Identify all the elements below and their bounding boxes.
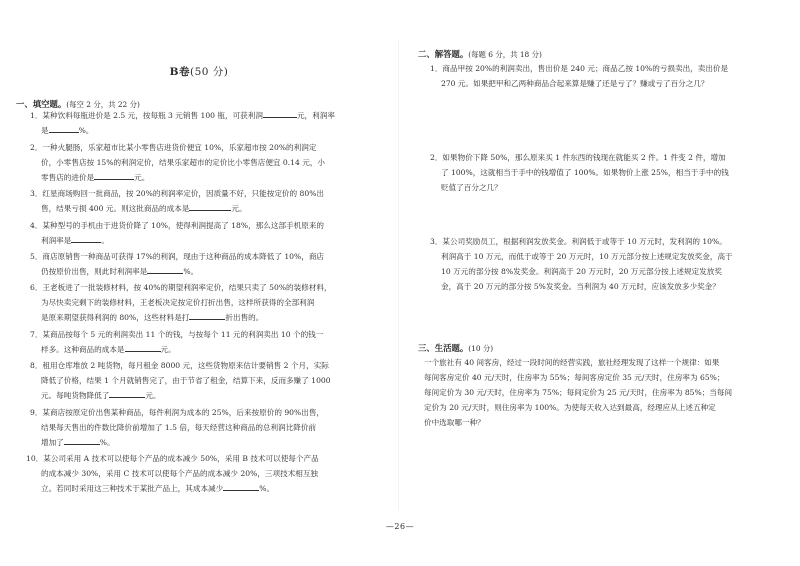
q1-line2: 是 <box>41 126 49 136</box>
column-divider <box>398 40 399 510</box>
q9-line1: 9．某商店按原定价出售某种商品，每件利润为成本的 25%，后来按原价的 90%出售， <box>30 408 325 417</box>
q5-blank <box>147 264 183 274</box>
p3-line4: 金，高于 20 万元的部分按 5%发奖金。当利润为 40 万元时，应该发放多少奖金？ <box>441 282 720 292</box>
section-life-heading <box>418 342 493 354</box>
problem-3 <box>430 234 792 294</box>
q8-line2: 降低了价格，结果 1 个月就销售完了，由于节省了租金，结算下来，反而多赚了 1000 <box>41 376 331 386</box>
q5-line2: 仍按原价出售，则此时利润率是 <box>41 267 148 277</box>
q9-blank <box>64 435 100 445</box>
q7-blank <box>125 342 161 352</box>
problem-1 <box>430 61 792 91</box>
q4-blank <box>71 233 101 243</box>
q5-line1: 5．商店原销售一种商品可获得 17%的利润，现由于这种商品的成本降低了 10%，商店 <box>30 252 325 261</box>
q4-line2b: 。 <box>101 236 109 246</box>
question-8 <box>30 358 395 403</box>
question-9 <box>30 405 395 450</box>
title-score: (50 分) <box>189 66 229 78</box>
section-life-note: (10 分) <box>468 344 494 353</box>
q10-line3b: %。 <box>259 484 275 494</box>
q9-line3: 增加了 <box>41 438 64 448</box>
q3-line2b: 元。 <box>231 204 247 214</box>
p3-line2: 利润高于 10 万元，而低于或等于 20 万元时，10 万元部分按上述规定发放奖金，高于 <box>441 252 733 262</box>
p2-line2: 了 100%，这就相当于手中的钱增值了 100%。如果物价上涨 25%，相当于手中的钱 <box>441 168 729 178</box>
question-4 <box>30 218 395 248</box>
question-6 <box>30 280 395 325</box>
life-line3: 每间定价为 30 元/天时，住房率为 75%；每间定价为 25 元/天时，住房率为 85%；当每间 <box>424 388 733 398</box>
q2-line3b: 元。 <box>134 173 150 183</box>
p1-line1: 1．商品甲按 20%的利润卖出，售出价是 240 元；商品乙按 10%的亏损卖出，卖出价是 <box>430 64 729 73</box>
life-line1: 一个旅社有 40 间客房，经过一段时间的经营实践，旅社经理发现了这样一个规律：如果 <box>424 358 720 367</box>
section-solve-heading <box>418 48 542 60</box>
question-10 <box>26 451 395 496</box>
q1-line2b: %。 <box>78 126 94 136</box>
q6-line2: 为尽快卖完剩下的装修材料，王老板决定按定价打折出售，这样所获得的全部利润 <box>41 298 315 308</box>
q2-line2: 价，小零售店按 15%的利润定价，结果乐家超市的定价比小零售店便宜 0.14 元，小 <box>41 158 326 168</box>
q2-line3: 零售店的进价是 <box>41 173 95 183</box>
q8-blank <box>109 388 145 398</box>
life-line2: 每间客房定价 40 元/天时，住房率为 55%；每间客房定价 35 元/天时，住房率为 65%； <box>424 373 725 383</box>
q8-line3: 元。每吨货物降低了 <box>41 391 110 401</box>
page-title <box>0 64 398 79</box>
q2-blank <box>94 170 134 180</box>
q10-line1: 10．某公司采用 A 技术可以使每个产品的成本减少 50%，采用 B 技术可以使每个产品 <box>26 454 319 463</box>
question-3 <box>30 186 395 216</box>
q6-line3b: 折出售的。 <box>225 313 264 323</box>
q5-line2b: %。 <box>183 267 199 277</box>
q3-blank <box>189 201 231 211</box>
q7-line2: 样多。这种商品的成本是 <box>41 345 125 355</box>
problem-2 <box>430 150 792 195</box>
section-life-title: 三、生活题。 <box>418 343 469 353</box>
p3-line3: 10 万元的部分按 8%发奖金。利润高于 20 万元时，20 万元部分按上述规定发放奖 <box>441 267 722 277</box>
question-7 <box>30 327 395 357</box>
question-2 <box>30 140 395 185</box>
life-problem <box>424 355 794 430</box>
q9-line2: 结果每天售出的件数比降价前增加了 1.5 倍，每天经营这种商品的总利润比降价前 <box>41 423 317 433</box>
q10-line3: 立。若同时采用这三种技术于某批产品上，其成本减少 <box>41 484 224 494</box>
q1-line1b: 元，利润率 <box>296 111 335 120</box>
page-number: —26— <box>385 522 415 531</box>
life-line5: 价中选取哪一种？ <box>424 418 485 428</box>
q4-line2: 利润率是 <box>41 236 72 246</box>
q1-blank-2 <box>49 123 79 133</box>
section-fill-in-title: 一、填空题。 <box>16 99 67 109</box>
q4-line1: 4．某种型号的手机由于进货价降了 10%，使得利润提高了 18%，那么这部手机原来的 <box>30 221 325 230</box>
q6-line3: 是原来期望获得利润的 80%，这些材料是打 <box>41 313 190 323</box>
q3-line1: 3．红星商场购回一批商品，按 20%的利润率定价，因质量不好，只能按定价的 80%出 <box>30 189 325 198</box>
q1-blank-1 <box>263 108 297 118</box>
section-solve-note: (每题 6 分，共 18 分) <box>468 50 542 59</box>
p2-line1: 2．如果物价下降 50%，那么原来买 1 件东西的钱现在就能买 2 件。1 件变 2 件，增加 <box>430 153 726 162</box>
q10-blank <box>223 481 259 491</box>
p1-line2: 270 元。如果把甲和乙两种商品合起来算是赚了还是亏了？赚或亏了百分之几？ <box>441 79 709 89</box>
q8-line3b: 元。 <box>145 391 161 401</box>
q3-line2: 售，结果亏损 400 元。则这批商品的成本是 <box>41 204 190 214</box>
p3-line1: 3．某公司奖励员工，根据利润发放奖金。利润低于或等于 10 万元时，发利润的 10%。 <box>430 237 727 246</box>
p2-line3: 贬值了百分之几？ <box>441 183 502 193</box>
q6-line1: 6．王老板进了一批装修材料，按 40%的期望利润率定价，结果只卖了 50%的装修材料， <box>30 283 332 292</box>
section-fill-in-note: (每空 2 分，共 22 分) <box>66 100 140 109</box>
q6-blank <box>189 310 225 320</box>
life-line4: 定价为 20 元/天时，则住房率为 100%。为使每天收入达到最高，经理应从上述五种定 <box>424 403 716 413</box>
q7-line1: 7．某商品按每个 5 元的利润卖出 11 个的钱，与按每个 11 元的利润卖出 10 个的钱一 <box>30 330 324 339</box>
title-text: B卷 <box>169 66 190 78</box>
question-1 <box>30 108 390 138</box>
q7-line2b: 元。 <box>160 345 176 355</box>
q10-line2: 的成本减少 30%，采用 C 技术可以使每个产品的成本减少 20%，三项技术相互独 <box>41 469 319 479</box>
q2-line1: 2．一种火腿肠，乐家超市比某小零售店进货价便宜 10%，乐家超市按 20%的利润定 <box>30 143 317 152</box>
q8-line1: 8．租用仓库堆放 2 吨货物，每月租金 8000 元，这些货物原来估计要销售 2 个月，实际 <box>30 361 329 370</box>
question-5 <box>30 249 395 279</box>
section-solve-title: 二、解答题。 <box>418 49 469 59</box>
q9-line3b: %。 <box>99 438 115 448</box>
q1-line1: 1．某种饮料每瓶进价是 2.5 元，按每瓶 3 元销售 100 瓶，可获利润 <box>30 111 263 120</box>
